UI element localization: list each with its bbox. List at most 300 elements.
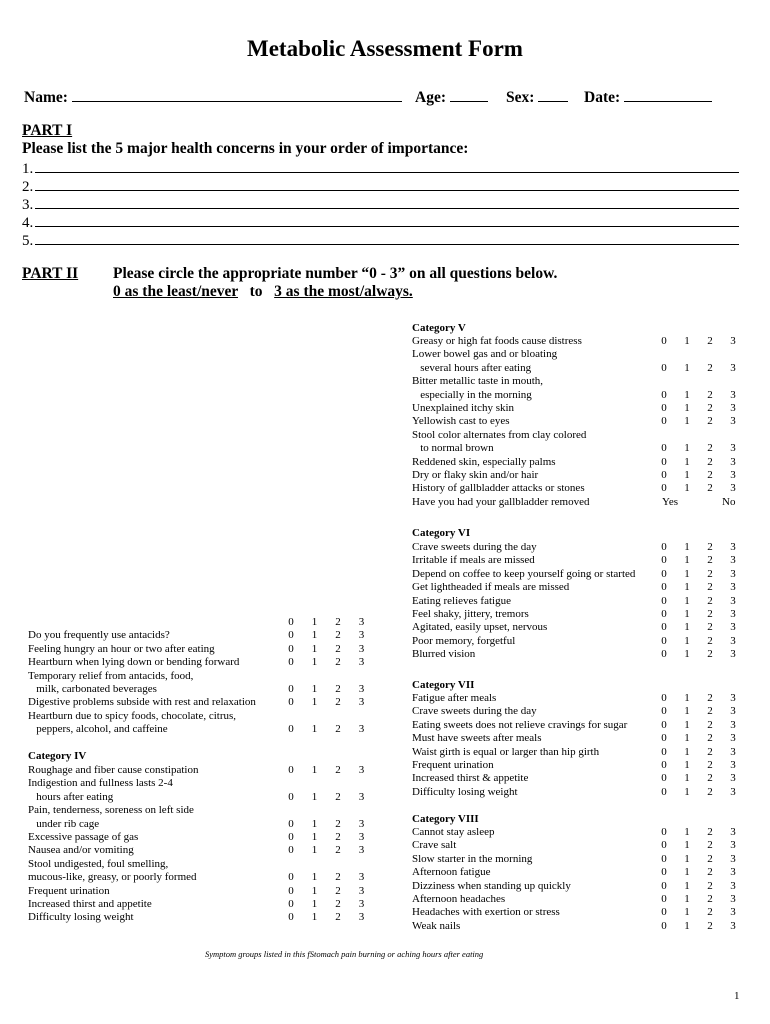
scale-most: 3 as the most/always. — [274, 283, 413, 300]
score-option-0[interactable]: 0 — [661, 718, 667, 731]
score-option-3[interactable]: 3 — [730, 594, 736, 607]
score-option-3[interactable]: 3 — [730, 879, 736, 892]
score-option-2[interactable]: 2 — [707, 402, 713, 414]
score-option-0[interactable]: 0 — [288, 629, 294, 642]
symptom-row — [28, 616, 382, 629]
score-option-0[interactable]: 0 — [288, 616, 294, 628]
score-option-3[interactable]: 3 — [730, 772, 736, 785]
score-option-0[interactable]: 0 — [661, 335, 667, 347]
symptom-row — [412, 362, 753, 375]
score-option-0[interactable]: 0 — [288, 696, 294, 709]
score-option-0[interactable]: 0 — [288, 764, 294, 776]
sex-blank[interactable] — [538, 87, 568, 102]
sex-label: Sex: — [506, 89, 535, 106]
score-option-1[interactable]: 1 — [311, 696, 318, 709]
score-option-3[interactable]: 3 — [730, 648, 736, 661]
date-blank[interactable] — [624, 87, 712, 102]
score-option-0[interactable]: 0 — [288, 642, 294, 655]
score-option-2[interactable]: 2 — [335, 884, 341, 897]
score-option-3[interactable]: 3 — [730, 469, 736, 481]
concern-blank[interactable] — [35, 176, 739, 191]
symptom-label: Increased thirst and appetite — [28, 898, 152, 910]
score-option-2[interactable]: 2 — [707, 455, 713, 468]
score-option-2[interactable]: 2 — [707, 634, 713, 647]
score-option-3[interactable]: 3 — [730, 839, 736, 852]
part2-instruction: Please circle the appropriate number “0 - 3” on all questions below. — [113, 265, 558, 282]
score-option-0[interactable]: 0 — [288, 817, 294, 830]
score-option-3[interactable]: 3 — [730, 893, 736, 905]
score-option-2[interactable]: 2 — [707, 482, 713, 495]
symptom-label: Depend on coffee to keep yourself going or started — [412, 567, 636, 580]
score-option-2[interactable]: 2 — [707, 415, 713, 428]
score-option-1[interactable]: 1 — [311, 683, 318, 695]
score-option-2[interactable]: 2 — [707, 826, 713, 838]
category-iv-title: Category IV — [28, 750, 87, 762]
score-option-2[interactable]: 2 — [707, 866, 713, 879]
score-option-3[interactable]: 3 — [730, 335, 736, 347]
symptom-label: mucous-like, greasy, or poorly formed — [28, 871, 197, 884]
score-option-1[interactable]: 1 — [684, 608, 690, 620]
score-option-0[interactable]: 0 — [661, 554, 667, 567]
symptom-label: hours after eating — [28, 790, 114, 803]
symptom-row — [412, 482, 753, 495]
symptom-row — [412, 335, 753, 348]
symptom-row — [28, 871, 382, 884]
score-option-0[interactable]: 0 — [661, 608, 667, 620]
score-option-1[interactable]: 1 — [684, 554, 690, 567]
score-option-3[interactable]: 3 — [730, 634, 736, 647]
score-option-3[interactable]: 3 — [730, 718, 736, 731]
symptom-label: Crave sweets during the day — [412, 541, 537, 553]
symptom-row — [28, 670, 382, 683]
symptom-label: several hours after eating — [412, 361, 532, 374]
symptom-label: Temporary relief from antacids, food, — [28, 669, 194, 682]
score-option-1[interactable]: 1 — [684, 772, 690, 785]
score-option-0[interactable]: 0 — [661, 866, 667, 879]
symptom-row — [412, 469, 753, 482]
score-option-2[interactable]: 2 — [707, 919, 713, 932]
health-concern-line[interactable] — [22, 230, 739, 250]
score-option-3[interactable]: 3 — [730, 852, 736, 865]
symptom-label: Crave sweets during the day — [412, 705, 537, 718]
score-option-3[interactable]: 3 — [730, 554, 736, 567]
score-option-0[interactable]: 0 — [661, 402, 667, 414]
score-option-2[interactable]: 2 — [335, 656, 341, 669]
symptom-row — [412, 635, 753, 648]
score-option-3[interactable]: 3 — [730, 759, 736, 771]
score-option-1[interactable]: 1 — [311, 616, 318, 628]
score-option-0[interactable]: 0 — [661, 852, 667, 865]
score-option-2[interactable]: 2 — [707, 879, 713, 892]
score-option-2[interactable]: 2 — [335, 898, 341, 910]
score-option-1[interactable]: 1 — [684, 692, 690, 704]
score-option-3[interactable]: 3 — [730, 388, 736, 401]
score-option-1[interactable]: 1 — [684, 415, 690, 428]
score-option-2[interactable]: 2 — [707, 893, 713, 905]
score-option-2[interactable]: 2 — [335, 616, 341, 628]
score-option-2[interactable]: 2 — [707, 772, 713, 785]
score-option-1[interactable]: 1 — [311, 642, 318, 655]
concern-blank[interactable] — [35, 194, 739, 209]
score-option-3[interactable]: 3 — [730, 919, 736, 932]
score-option-3[interactable]: 3 — [358, 723, 365, 736]
score-option-0[interactable]: 0 — [661, 442, 667, 455]
score-option-3[interactable]: 3 — [730, 581, 736, 594]
score-option-3[interactable]: 3 — [358, 884, 365, 897]
score-option-1[interactable]: 1 — [684, 879, 690, 892]
concern-blank[interactable] — [35, 230, 739, 245]
symptom-row — [28, 804, 382, 817]
score-option-3[interactable]: 3 — [358, 911, 365, 924]
score-option-3[interactable]: 3 — [730, 442, 736, 455]
symptom-row — [412, 389, 753, 402]
symptom-label: especially in the morning — [412, 388, 532, 401]
symptom-label: Increased thirst & appetite — [412, 772, 529, 785]
sex-field[interactable] — [506, 87, 568, 107]
score-option-0[interactable]: 0 — [661, 567, 667, 580]
yes-option[interactable]: Yes — [662, 495, 679, 508]
score-option-1[interactable]: 1 — [684, 335, 690, 347]
score-option-0[interactable]: 0 — [288, 831, 294, 843]
score-option-0[interactable]: 0 — [661, 839, 667, 852]
score-option-2[interactable]: 2 — [335, 790, 341, 803]
score-option-2[interactable]: 2 — [707, 361, 713, 374]
score-option-0[interactable]: 0 — [288, 656, 294, 669]
score-option-1[interactable]: 1 — [311, 911, 318, 924]
score-option-1[interactable]: 1 — [684, 361, 690, 374]
symptom-row — [412, 826, 753, 839]
score-option-2[interactable]: 2 — [707, 745, 713, 758]
symptom-row — [28, 696, 382, 709]
health-concern-line[interactable] — [22, 158, 739, 178]
score-option-0[interactable]: 0 — [661, 469, 667, 481]
score-option-3[interactable]: 3 — [358, 642, 365, 655]
symptom-row — [28, 643, 382, 656]
score-option-3[interactable]: 3 — [358, 790, 365, 803]
score-option-3[interactable]: 3 — [730, 732, 736, 745]
score-option-2[interactable]: 2 — [335, 683, 341, 695]
score-option-0[interactable]: 0 — [661, 705, 667, 718]
score-option-3[interactable]: 3 — [730, 361, 736, 374]
age-field[interactable] — [415, 87, 488, 107]
age-label: Age: — [415, 89, 446, 106]
score-option-3[interactable]: 3 — [730, 692, 736, 704]
symptom-row — [412, 705, 753, 718]
score-option-2[interactable]: 2 — [335, 723, 341, 736]
score-option-3[interactable]: 3 — [730, 906, 736, 919]
score-option-0[interactable]: 0 — [661, 893, 667, 905]
score-option-2[interactable]: 2 — [707, 541, 713, 553]
score-option-0[interactable]: 0 — [661, 692, 667, 704]
symptom-row — [28, 818, 382, 831]
score-option-1[interactable]: 1 — [684, 759, 690, 771]
score-option-1[interactable]: 1 — [684, 648, 690, 661]
score-option-1[interactable]: 1 — [311, 656, 318, 669]
score-option-3[interactable]: 3 — [358, 683, 365, 695]
symptom-label: Waist girth is equal or larger than hip girth — [412, 745, 600, 758]
score-option-0[interactable]: 0 — [288, 871, 294, 884]
score-option-1[interactable]: 1 — [311, 723, 318, 736]
concern-blank[interactable] — [35, 158, 739, 173]
symptom-label: Pain, tenderness, soreness on left side — [28, 804, 194, 817]
symptom-label: milk, carbonated beverages — [28, 683, 157, 695]
score-option-3[interactable]: 3 — [730, 866, 736, 879]
date-label: Date: — [584, 89, 621, 106]
score-option-2[interactable]: 2 — [707, 554, 713, 567]
symptom-label: Crave salt — [412, 839, 457, 852]
score-option-0[interactable]: 0 — [661, 919, 667, 932]
symptom-label: Reddened skin, especially palms — [412, 455, 556, 468]
score-option-0[interactable]: 0 — [288, 723, 294, 736]
symptom-label: Heartburn due to spicy foods, chocolate, citrus, — [28, 709, 237, 722]
score-option-1[interactable]: 1 — [311, 831, 318, 843]
score-option-0[interactable]: 0 — [661, 826, 667, 838]
score-option-1[interactable]: 1 — [684, 455, 690, 468]
score-option-0[interactable]: 0 — [661, 785, 667, 798]
health-concern-line[interactable] — [22, 176, 739, 196]
score-option-3[interactable]: 3 — [358, 764, 365, 776]
symptom-row — [412, 456, 753, 469]
score-option-0[interactable]: 0 — [661, 648, 667, 661]
score-option-1[interactable]: 1 — [684, 567, 690, 580]
score-option-3[interactable]: 3 — [730, 705, 736, 718]
score-option-3[interactable]: 3 — [358, 616, 365, 628]
score-option-2[interactable]: 2 — [707, 335, 713, 347]
score-option-1[interactable]: 1 — [684, 402, 690, 414]
score-option-1[interactable]: 1 — [684, 482, 690, 495]
score-option-3[interactable]: 3 — [730, 826, 736, 838]
score-option-2[interactable]: 2 — [707, 785, 713, 798]
score-option-1[interactable]: 1 — [311, 884, 318, 897]
concern-blank[interactable] — [35, 212, 739, 227]
scale-to: to — [249, 283, 263, 300]
symptom-label: Afternoon fatigue — [412, 866, 491, 879]
score-option-1[interactable]: 1 — [311, 629, 318, 642]
score-option-0[interactable]: 0 — [661, 745, 667, 758]
score-option-3[interactable]: 3 — [358, 817, 365, 830]
score-option-1[interactable]: 1 — [311, 898, 318, 910]
score-option-1[interactable]: 1 — [684, 594, 690, 607]
score-option-0[interactable]: 0 — [288, 683, 294, 695]
score-option-2[interactable]: 2 — [335, 871, 341, 884]
symptom-row — [28, 723, 382, 736]
score-option-1[interactable]: 1 — [684, 541, 690, 553]
score-option-1[interactable]: 1 — [684, 388, 690, 401]
score-option-3[interactable]: 3 — [358, 656, 365, 669]
score-option-3[interactable]: 3 — [730, 402, 736, 414]
symptom-label: Headaches with exertion or stress — [412, 906, 560, 919]
symptom-label: Greasy or high fat foods cause distress — [412, 335, 582, 347]
score-option-1[interactable]: 1 — [684, 469, 690, 481]
symptom-label: Slow starter in the morning — [412, 852, 533, 865]
score-option-3[interactable]: 3 — [358, 831, 365, 843]
score-option-1[interactable]: 1 — [311, 844, 318, 857]
score-option-1[interactable]: 1 — [311, 817, 318, 830]
score-option-2[interactable]: 2 — [335, 696, 341, 709]
score-option-1[interactable]: 1 — [684, 852, 690, 865]
score-option-2[interactable]: 2 — [707, 759, 713, 771]
score-option-1[interactable]: 1 — [684, 919, 690, 932]
score-option-2[interactable]: 2 — [707, 608, 713, 620]
category-vii-title: Category VII — [412, 679, 475, 691]
score-option-0[interactable]: 0 — [661, 906, 667, 919]
score-option-3[interactable]: 3 — [730, 745, 736, 758]
score-option-2[interactable]: 2 — [707, 581, 713, 594]
score-option-2[interactable]: 2 — [707, 469, 713, 481]
score-option-2[interactable]: 2 — [707, 567, 713, 580]
score-option-1[interactable]: 1 — [684, 442, 690, 455]
score-option-0[interactable]: 0 — [661, 759, 667, 771]
score-option-0[interactable]: 0 — [661, 732, 667, 745]
score-option-0[interactable]: 0 — [661, 482, 667, 495]
score-option-2[interactable]: 2 — [335, 911, 341, 924]
symptom-label: Excessive passage of gas — [28, 831, 139, 843]
score-option-3[interactable]: 3 — [730, 482, 736, 495]
health-concern-line[interactable] — [22, 194, 739, 214]
health-concern-line[interactable] — [22, 212, 739, 232]
score-option-0[interactable]: 0 — [288, 911, 294, 924]
symptom-row — [412, 402, 753, 415]
score-option-1[interactable]: 1 — [684, 839, 690, 852]
score-option-0[interactable]: 0 — [288, 884, 294, 897]
symptom-row — [412, 496, 753, 509]
age-blank[interactable] — [450, 87, 488, 102]
score-option-2[interactable]: 2 — [707, 839, 713, 852]
score-option-3[interactable]: 3 — [730, 541, 736, 553]
score-option-2[interactable]: 2 — [707, 906, 713, 919]
symptom-label: Blurred vision — [412, 648, 476, 661]
score-option-3[interactable]: 3 — [358, 696, 365, 709]
score-option-2[interactable]: 2 — [335, 629, 341, 642]
line-number: 2. — [22, 179, 34, 195]
score-option-1[interactable]: 1 — [684, 785, 690, 798]
symptom-row — [412, 348, 753, 361]
score-option-0[interactable]: 0 — [661, 388, 667, 401]
score-option-1[interactable]: 1 — [684, 745, 690, 758]
score-option-0[interactable]: 0 — [661, 594, 667, 607]
score-option-3[interactable]: 3 — [730, 415, 736, 428]
symptom-label: Roughage and fiber cause constipation — [28, 764, 199, 776]
scale-least: 0 as the least/never — [113, 283, 238, 300]
score-option-3[interactable]: 3 — [358, 898, 365, 910]
score-option-0[interactable]: 0 — [661, 541, 667, 553]
score-option-3[interactable]: 3 — [358, 871, 365, 884]
score-option-0[interactable]: 0 — [288, 898, 294, 910]
score-option-2[interactable]: 2 — [707, 594, 713, 607]
score-option-0[interactable]: 0 — [661, 879, 667, 892]
score-option-2[interactable]: 2 — [335, 764, 341, 776]
symptom-label: Have you had your gallbladder removed — [412, 495, 590, 508]
score-option-1[interactable]: 1 — [684, 634, 690, 647]
symptom-row — [412, 920, 753, 933]
symptom-label: History of gallbladder attacks or stones — [412, 482, 585, 495]
symptom-label: Frequent urination — [412, 759, 494, 771]
score-option-1[interactable]: 1 — [684, 893, 690, 905]
score-option-1[interactable]: 1 — [684, 705, 690, 718]
score-option-1[interactable]: 1 — [684, 581, 690, 594]
symptom-row — [28, 683, 382, 696]
score-option-2[interactable]: 2 — [707, 718, 713, 731]
score-option-3[interactable]: 3 — [358, 629, 365, 642]
symptom-row — [412, 772, 753, 785]
name-blank[interactable] — [72, 87, 402, 102]
score-option-3[interactable]: 3 — [730, 608, 736, 620]
line-number: 4. — [22, 215, 34, 231]
score-option-0[interactable]: 0 — [661, 634, 667, 647]
score-option-1[interactable]: 1 — [311, 871, 318, 884]
score-option-2[interactable]: 2 — [707, 705, 713, 718]
score-option-2[interactable]: 2 — [707, 732, 713, 745]
score-option-0[interactable]: 0 — [661, 455, 667, 468]
score-option-1[interactable]: 1 — [684, 906, 690, 919]
score-option-3[interactable]: 3 — [730, 785, 736, 798]
score-option-3[interactable]: 3 — [730, 567, 736, 580]
score-option-2[interactable]: 2 — [335, 844, 341, 857]
part1-heading: PART I — [22, 122, 73, 139]
symptom-label: Do you frequently use antacids? — [28, 629, 170, 642]
name-field[interactable] — [24, 87, 402, 107]
symptom-row — [28, 858, 382, 871]
score-option-1[interactable]: 1 — [684, 866, 690, 879]
score-option-3[interactable]: 3 — [730, 621, 736, 634]
score-option-0[interactable]: 0 — [661, 361, 667, 374]
line-number: 5. — [22, 233, 34, 249]
score-option-0[interactable]: 0 — [661, 621, 667, 634]
score-option-1[interactable]: 1 — [684, 732, 690, 745]
score-option-1[interactable]: 1 — [311, 790, 318, 803]
score-option-2[interactable]: 2 — [335, 642, 341, 655]
symptom-row — [412, 719, 753, 732]
symptom-row — [412, 786, 753, 799]
date-field[interactable] — [584, 87, 712, 107]
part2-scale — [113, 283, 413, 301]
symptom-row — [28, 911, 382, 924]
score-option-2[interactable]: 2 — [707, 388, 713, 401]
score-option-0[interactable]: 0 — [661, 772, 667, 785]
symptom-label: Afternoon headaches — [412, 893, 506, 905]
category-viii-title: Category VIII — [412, 813, 479, 825]
symptom-row — [28, 898, 382, 911]
symptom-row — [28, 831, 382, 844]
part2-heading: PART II — [22, 265, 79, 282]
score-option-1[interactable]: 1 — [684, 718, 690, 731]
symptom-label: Lower bowel gas and or bloating — [412, 348, 558, 361]
score-option-0[interactable]: 0 — [661, 581, 667, 594]
no-option[interactable]: No — [722, 495, 736, 508]
score-option-2[interactable]: 2 — [707, 852, 713, 865]
symptom-label: Difficulty losing weight — [412, 785, 518, 798]
score-option-1[interactable]: 1 — [684, 621, 690, 634]
score-option-1[interactable]: 1 — [311, 764, 318, 776]
score-option-2[interactable]: 2 — [335, 817, 341, 830]
score-option-2[interactable]: 2 — [707, 692, 713, 704]
symptom-row — [412, 415, 753, 428]
score-option-3[interactable]: 3 — [358, 844, 365, 857]
score-option-0[interactable]: 0 — [661, 415, 667, 428]
symptom-row — [28, 844, 382, 857]
score-option-0[interactable]: 0 — [288, 790, 294, 803]
score-option-0[interactable]: 0 — [288, 844, 294, 857]
symptom-label: Dry or flaky skin and/or hair — [412, 469, 539, 481]
score-option-3[interactable]: 3 — [730, 455, 736, 468]
score-option-2[interactable]: 2 — [707, 648, 713, 661]
score-option-2[interactable]: 2 — [707, 621, 713, 634]
symptom-row — [412, 541, 753, 554]
score-option-2[interactable]: 2 — [335, 831, 341, 843]
score-option-2[interactable]: 2 — [707, 442, 713, 455]
score-option-1[interactable]: 1 — [684, 826, 690, 838]
symptom-row — [412, 853, 753, 866]
